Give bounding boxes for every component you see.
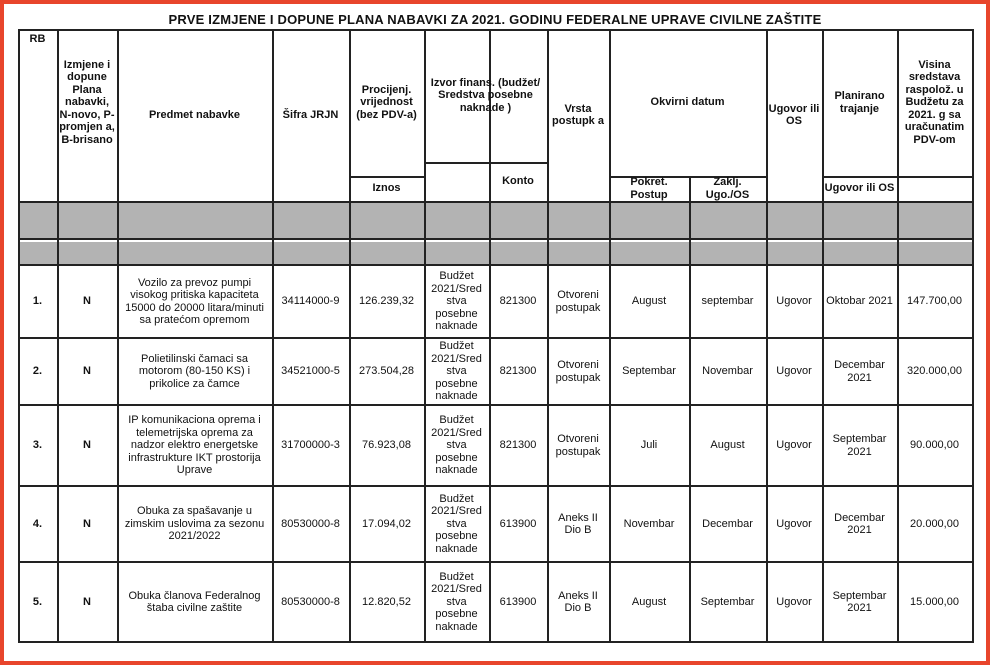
cell-zaklj: Decembar [702, 517, 753, 530]
cell-sifra: 31700000-3 [281, 439, 340, 452]
cell-izvor: Budžet 2021/Sred stva posebne naknade [431, 492, 482, 555]
header-procjena: Procijenj. vrijednost (bez PDV-a) [356, 83, 417, 121]
cell-ugovor: Ugovor [776, 595, 812, 608]
header-iznos: Iznos [372, 182, 401, 195]
cell-visina: 147.700,00 [906, 295, 963, 308]
cell-pokret: Novembar [623, 517, 675, 530]
cell-predmet: Polietilinski čamaci sa motorom (80-150 KS) i prikolice za čamce [138, 352, 251, 390]
header-ugovor-os: Ugovor ili OS [824, 182, 895, 195]
cell-vrsta: Otvoreni postupak [555, 433, 601, 458]
cell-sifra: 34114000-9 [281, 295, 340, 308]
header-planirano: Planirano trajanje [834, 90, 885, 115]
cell-iznos: 273.504,28 [358, 365, 415, 378]
cell-izmjena: N [83, 517, 91, 530]
cell-izmjena: N [83, 595, 91, 608]
table-rule [897, 176, 974, 178]
cell-iznos: 17.094,02 [362, 517, 411, 530]
cell-sifra: 80530000-8 [281, 595, 340, 608]
shaded-row [18, 201, 972, 238]
table-rule [18, 238, 974, 240]
cell-trajanje: Decembar 2021 [834, 359, 885, 384]
cell-pokret: August [631, 295, 667, 308]
header-predmet: Predmet nabavke [148, 108, 241, 121]
cell-izmjena: N [83, 439, 91, 452]
cell-konto: 821300 [499, 295, 537, 308]
cell-izvor: Budžet 2021/Sred stva posebne naknade [431, 340, 482, 403]
header-vrsta: Vrsta postupk a [552, 102, 604, 127]
cell-iznos: 12.820,52 [362, 595, 411, 608]
cell-predmet: Obuka za spašavanje u zimskim uslovima za sezonu 2021/2022 [124, 505, 265, 543]
header-izvor: Izvor finans. (budžet/ Sredstva posebne naknade ) [430, 76, 541, 114]
cell-sifra: 34521000-5 [281, 365, 340, 378]
cell-zaklj: Novembar [702, 365, 753, 378]
cell-trajanje: Septembar 2021 [832, 433, 887, 458]
cell-visina: 15.000,00 [910, 595, 959, 608]
cell-zaklj: Septembar [700, 595, 755, 608]
cell-ugovor: Ugovor [776, 439, 812, 452]
cell-konto: 821300 [499, 439, 537, 452]
cell-pokret: Juli [640, 439, 658, 452]
cell-vrsta: Aneks II Dio B [558, 589, 598, 614]
cell-ugovor: Ugovor [776, 517, 812, 530]
header-ugovor: Ugovor ili OS [768, 102, 820, 127]
document-title: PRVE IZMJENE I DOPUNE PLANA NABAVKI ZA 2021. GODINU FEDERALNE UPRAVE CIVILNE ZAŠTITE [168, 12, 822, 27]
cell-predmet: IP komunikaciona oprema i telemetrijska oprema za nadzor elektro energetske infrastrukture IKT prostorija Uprave [128, 414, 261, 477]
header-zaklj: Zaklj. Ugo./OS [705, 176, 750, 201]
table-rule [972, 29, 974, 643]
cell-predmet: Vozilo za prevoz pumpi visokog pritiska kapaciteta 15000 do 20000 litara/minuti sa pratećom opremom [125, 276, 264, 326]
cell-izmjena: N [83, 365, 91, 378]
shaded-row [18, 242, 972, 264]
cell-vrsta: Aneks II Dio B [558, 511, 598, 536]
cell-pokret: August [631, 595, 667, 608]
header-pokret: Pokret. Postup [630, 176, 668, 201]
cell-konto: 613900 [499, 517, 537, 530]
cell-visina: 20.000,00 [910, 517, 959, 530]
cell-rb: 5. [32, 595, 43, 608]
cell-ugovor: Ugovor [776, 365, 812, 378]
cell-zaklj: August [710, 439, 745, 452]
cell-trajanje: Oktobar 2021 [826, 295, 893, 308]
cell-iznos: 76.923,08 [362, 439, 411, 452]
cell-trajanje: Decembar 2021 [834, 511, 885, 536]
cell-izmjena: N [83, 295, 91, 308]
header-sifra: Šifra JRJN [282, 108, 339, 121]
header-izmjene: Izmjene i dopune Plana nabavki, N-novo, P-promjen a, B-brisano [59, 58, 115, 146]
cell-rb: 3. [32, 439, 43, 452]
table-rule [18, 201, 974, 203]
cell-iznos: 126.239,32 [358, 295, 415, 308]
cell-ugovor: Ugovor [776, 295, 812, 308]
header-rb: RB [29, 33, 46, 45]
cell-izvor: Budžet 2021/Sred stva posebne naknade [431, 570, 482, 633]
cell-predmet: Obuka članova Federalnog štaba civilne zaštite [128, 589, 261, 614]
header-visina: Visina sredstava raspolož. u Budžetu za 2021. g sa uračunatim PDV-om [904, 58, 965, 146]
cell-izvor: Budžet 2021/Sred stva posebne naknade [431, 270, 482, 333]
cell-konto: 613900 [499, 595, 537, 608]
cell-izvor: Budžet 2021/Sred stva posebne naknade [431, 414, 482, 477]
cell-vrsta: Otvoreni postupak [555, 289, 601, 314]
cell-sifra: 80530000-8 [281, 517, 340, 530]
header-okvirni: Okvirni datum [650, 96, 725, 109]
cell-visina: 90.000,00 [910, 439, 959, 452]
cell-visina: 320.000,00 [906, 365, 963, 378]
cell-pokret: Septembar [622, 365, 676, 378]
cell-trajanje: Septembar 2021 [832, 589, 887, 614]
header-konto: Konto [502, 175, 534, 188]
document-page [4, 4, 986, 661]
cell-zaklj: septembar [701, 295, 754, 308]
cell-rb: 2. [32, 365, 43, 378]
cell-vrsta: Otvoreni postupak [555, 359, 601, 384]
cell-konto: 821300 [499, 365, 537, 378]
cell-rb: 4. [32, 517, 43, 530]
cell-rb: 1. [32, 295, 43, 308]
table-rule [18, 641, 974, 643]
